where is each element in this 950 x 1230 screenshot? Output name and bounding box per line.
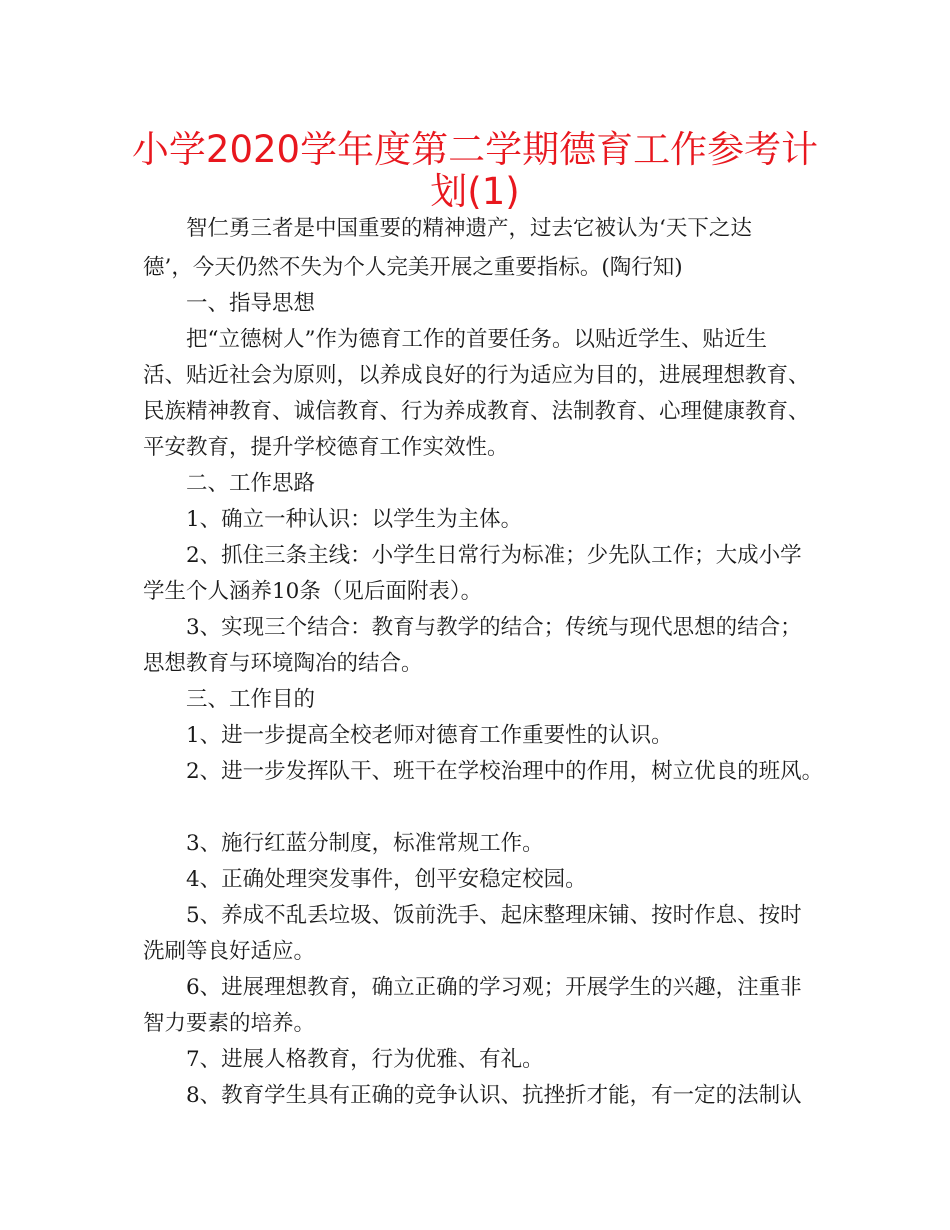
list-item-continuation: 洗刷等良好适应。	[143, 939, 316, 964]
paragraph-line: 民族精神教育、诚信教育、行为养成教育、法制教育、心理健康教育、	[143, 399, 810, 424]
list-item: 3、施行红蓝分制度，标准常规工作。	[186, 831, 544, 856]
list-item: 2、进一步发挥队干、班干在学校治理中的作用，树立优良的班风。	[186, 759, 824, 784]
intro-quote-line-1: 智仁勇三者是中国重要的精神遗产，过去它被认为‘天下之达	[186, 216, 752, 241]
paragraph-line: 平安教育，提升学校德育工作实效性。	[143, 435, 509, 460]
intro-quote-line-2: 德’，今天仍然不失为个人完美开展之重要指标。(陶行知)	[143, 255, 683, 280]
list-item: 5、养成不乱丢垃圾、饭前洗手、起床整理床铺、按时作息、按时	[186, 903, 802, 928]
list-item: 1、确立一种认识：以学生为主体。	[186, 507, 523, 532]
paragraph-line: 把“立德树人”作为德育工作的首要任务。以贴近学生、贴近生	[186, 327, 767, 352]
list-item-continuation: 智力要素的培养。	[143, 1011, 316, 1036]
list-item-continuation: 学生个人涵养10条（见后面附表）。	[143, 579, 483, 604]
list-item: 7、进展人格教育，行为优雅、有礼。	[186, 1047, 544, 1072]
section-heading-guiding-thought: 一、指导思想	[186, 291, 316, 316]
paragraph-line: 活、贴近社会为原则，以养成良好的行为适应为目的，进展理想教育、	[143, 363, 810, 388]
list-item: 2、抓住三条主线：小学生日常行为标准；少先队工作；大成小学	[186, 543, 802, 568]
section-heading-work-approach: 二、工作思路	[186, 471, 316, 496]
list-item: 1、进一步提高全校老师对德育工作重要性的认识。	[186, 723, 673, 748]
document-title-line-2: 划(1)	[430, 170, 520, 213]
list-item: 3、实现三个结合：教育与教学的结合；传统与现代思想的结合；	[186, 615, 802, 640]
document-title-line-1: 小学2020学年度第二学期德育工作参考计	[131, 128, 819, 171]
list-item: 4、正确处理突发事件，创平安稳定校园。	[186, 867, 587, 892]
section-heading-work-goals: 三、工作目的	[186, 687, 316, 712]
list-item-continuation: 思想教育与环境陶冶的结合。	[143, 651, 423, 676]
list-item: 8、教育学生具有正确的竞争认识、抗挫折才能，有一定的法制认	[186, 1083, 802, 1108]
list-item: 6、进展理想教育，确立正确的学习观；开展学生的兴趣，注重非	[186, 975, 802, 1000]
